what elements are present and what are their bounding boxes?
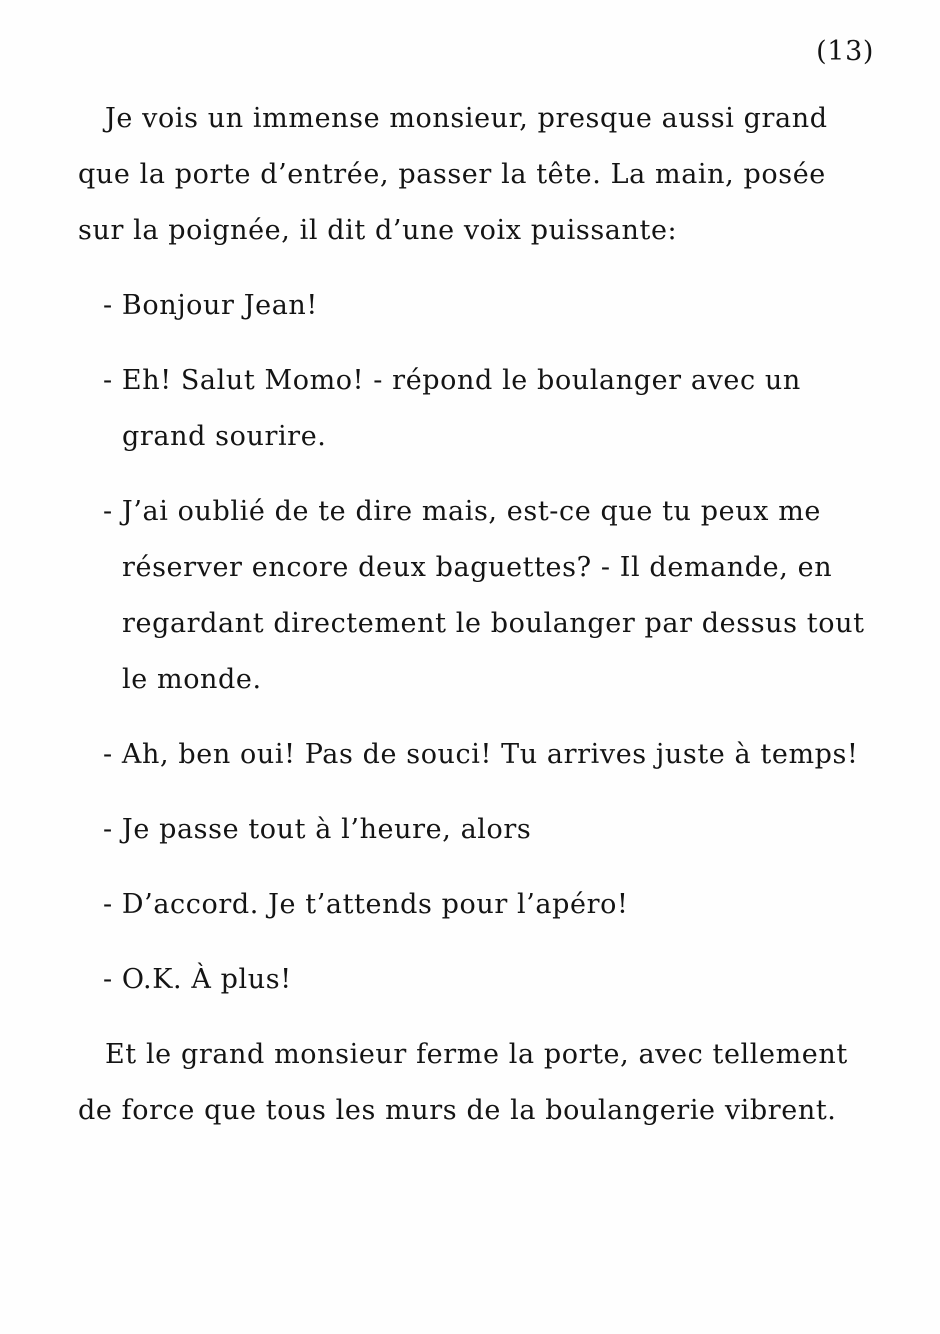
narration-paragraph: Et le grand monsieur ferme la porte, avec tellement de force que tous les murs de la boulangerie vibrent. (78, 1039, 848, 1126)
dialogue-line: - D’accord. Je t’attends pour l’apéro! (103, 889, 629, 920)
dialogue-line: - Je passe tout à l’heure, alors (103, 814, 532, 845)
dialogue-line: - J’ai oublié de te dire mais, est-ce que tu peux me réserver encore deux baguettes? - Il demande, en regardant directement le boulanger par dessus tout le monde. (103, 496, 865, 695)
dialogue-line: - O.K. À plus! (103, 964, 292, 995)
dialogue-line: - Ah, ben oui! Pas de souci! Tu arrives juste à temps! (103, 739, 859, 770)
narration-paragraph: Je vois un immense monsieur, presque aussi grand que la porte d’entrée, passer la tête. La main, posée sur la poignée, il dit d’une voix puissante: (78, 103, 828, 246)
dialogue-line: - Bonjour Jean! (103, 290, 318, 321)
dialogue-line: - Eh! Salut Momo! - répond le boulanger avec un grand sourire. (103, 365, 801, 452)
page-number: (13) (816, 36, 874, 67)
